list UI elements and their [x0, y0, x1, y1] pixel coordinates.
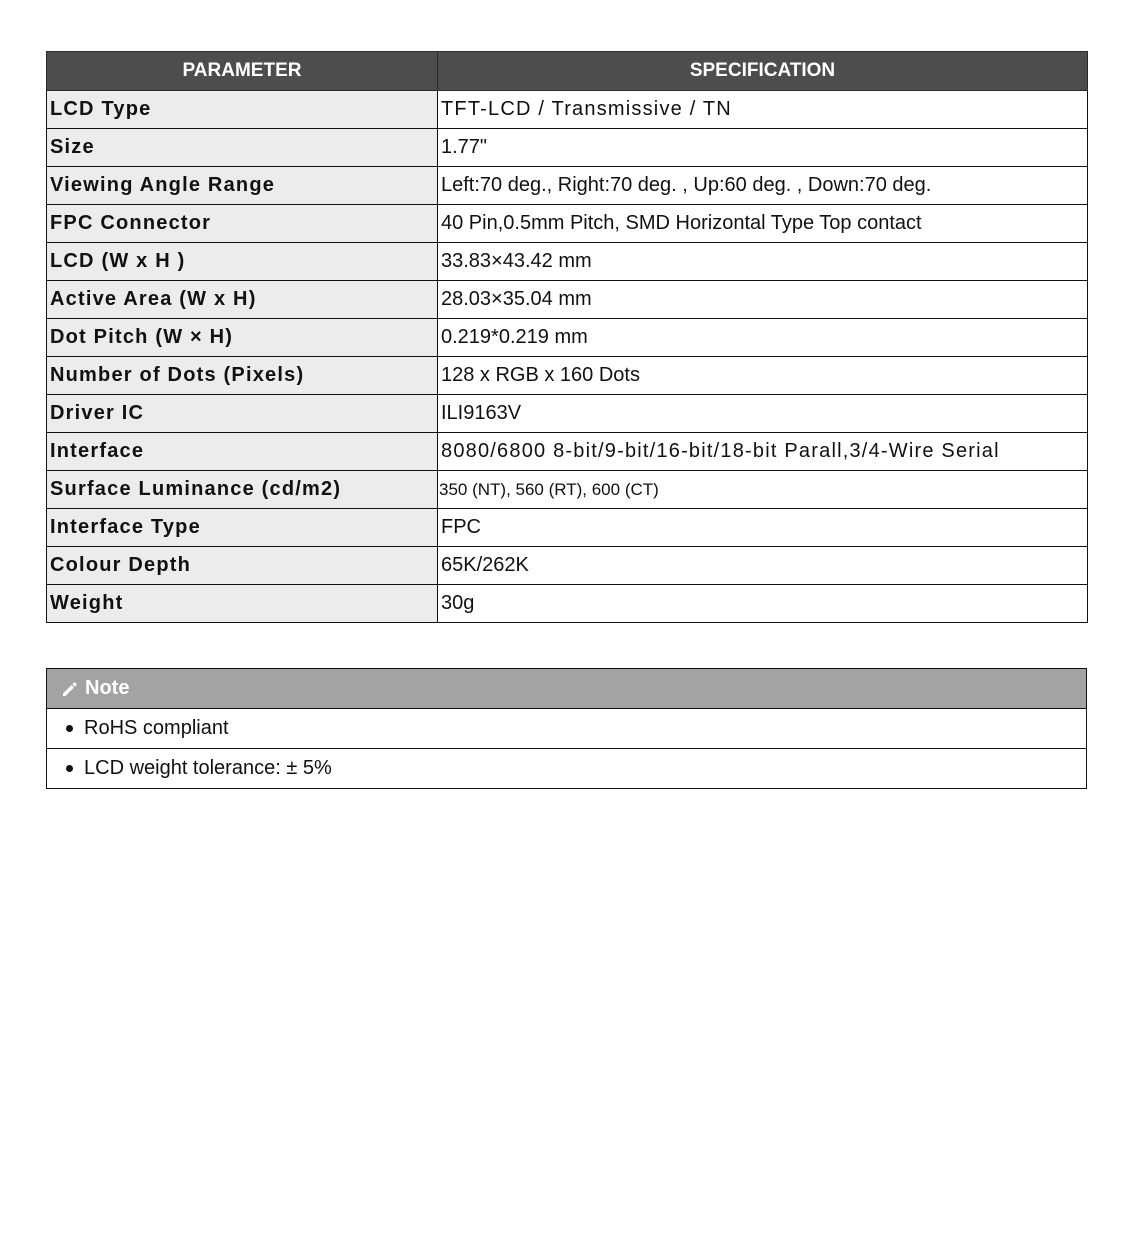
- specification-cell: 30g: [438, 585, 1088, 623]
- table-row: [47, 509, 1088, 547]
- specification-cell: ILI9163V: [438, 395, 1088, 433]
- parameter-cell: Driver IC: [47, 395, 438, 433]
- table-row: [47, 91, 1088, 129]
- list-item: [47, 748, 1086, 788]
- table-row: [47, 471, 1088, 509]
- parameter-cell: Size: [47, 129, 438, 167]
- note-header: [47, 669, 1086, 709]
- specification-cell: 350 (NT), 560 (RT), 600 (CT): [438, 471, 1088, 509]
- specification-cell: TFT-LCD / Transmissive / TN: [438, 91, 1088, 129]
- table-row: [47, 433, 1088, 471]
- parameter-cell: Active Area (W x H): [47, 281, 438, 319]
- note-item-text: LCD weight tolerance: ± 5%: [84, 757, 332, 779]
- column-header-parameter: PARAMETER: [47, 52, 438, 91]
- note-item-text: RoHS compliant: [84, 717, 229, 739]
- table-row: [47, 357, 1088, 395]
- parameter-cell: Viewing Angle Range: [47, 167, 438, 205]
- table-row: [47, 129, 1088, 167]
- specification-cell: 128 x RGB x 160 Dots: [438, 357, 1088, 395]
- column-header-specification: SPECIFICATION: [438, 52, 1088, 91]
- parameter-cell: FPC Connector: [47, 205, 438, 243]
- specification-table: [46, 51, 1088, 623]
- note-box: [46, 668, 1087, 789]
- parameter-cell: Number of Dots (Pixels): [47, 357, 438, 395]
- specification-cell: 33.83×43.42 mm: [438, 243, 1088, 281]
- specification-cell: 40 Pin,0.5mm Pitch, SMD Horizontal Type Top contact: [438, 205, 1088, 243]
- table-row: [47, 167, 1088, 205]
- parameter-cell: Dot Pitch (W × H): [47, 319, 438, 357]
- parameter-cell: LCD Type: [47, 91, 438, 129]
- parameter-cell: Weight: [47, 585, 438, 623]
- specification-cell: Left:70 deg., Right:70 deg. , Up:60 deg. , Down:70 deg.: [438, 167, 1088, 205]
- table-row: [47, 547, 1088, 585]
- note-title: Note: [85, 677, 130, 699]
- pencil-icon: [61, 680, 79, 698]
- table-row: [47, 281, 1088, 319]
- table-header-row: [47, 52, 1088, 91]
- table-row: [47, 319, 1088, 357]
- specification-cell: 1.77": [438, 129, 1088, 167]
- table-row: [47, 395, 1088, 433]
- bullet-icon: [66, 765, 73, 772]
- parameter-cell: LCD (W x H ): [47, 243, 438, 281]
- parameter-cell: Interface: [47, 433, 438, 471]
- list-item: [47, 709, 1086, 748]
- specification-cell: 0.219*0.219 mm: [438, 319, 1088, 357]
- parameter-cell: Surface Luminance (cd/m2): [47, 471, 438, 509]
- specification-cell: 65K/262K: [438, 547, 1088, 585]
- table-row: [47, 205, 1088, 243]
- specification-cell: 8080/6800 8-bit/9-bit/16-bit/18-bit Parall,3/4-Wire Serial: [438, 433, 1088, 471]
- bullet-icon: [66, 725, 73, 732]
- specification-cell: 28.03×35.04 mm: [438, 281, 1088, 319]
- table-row: [47, 243, 1088, 281]
- parameter-cell: Interface Type: [47, 509, 438, 547]
- parameter-cell: Colour Depth: [47, 547, 438, 585]
- table-row: [47, 585, 1088, 623]
- specification-cell: FPC: [438, 509, 1088, 547]
